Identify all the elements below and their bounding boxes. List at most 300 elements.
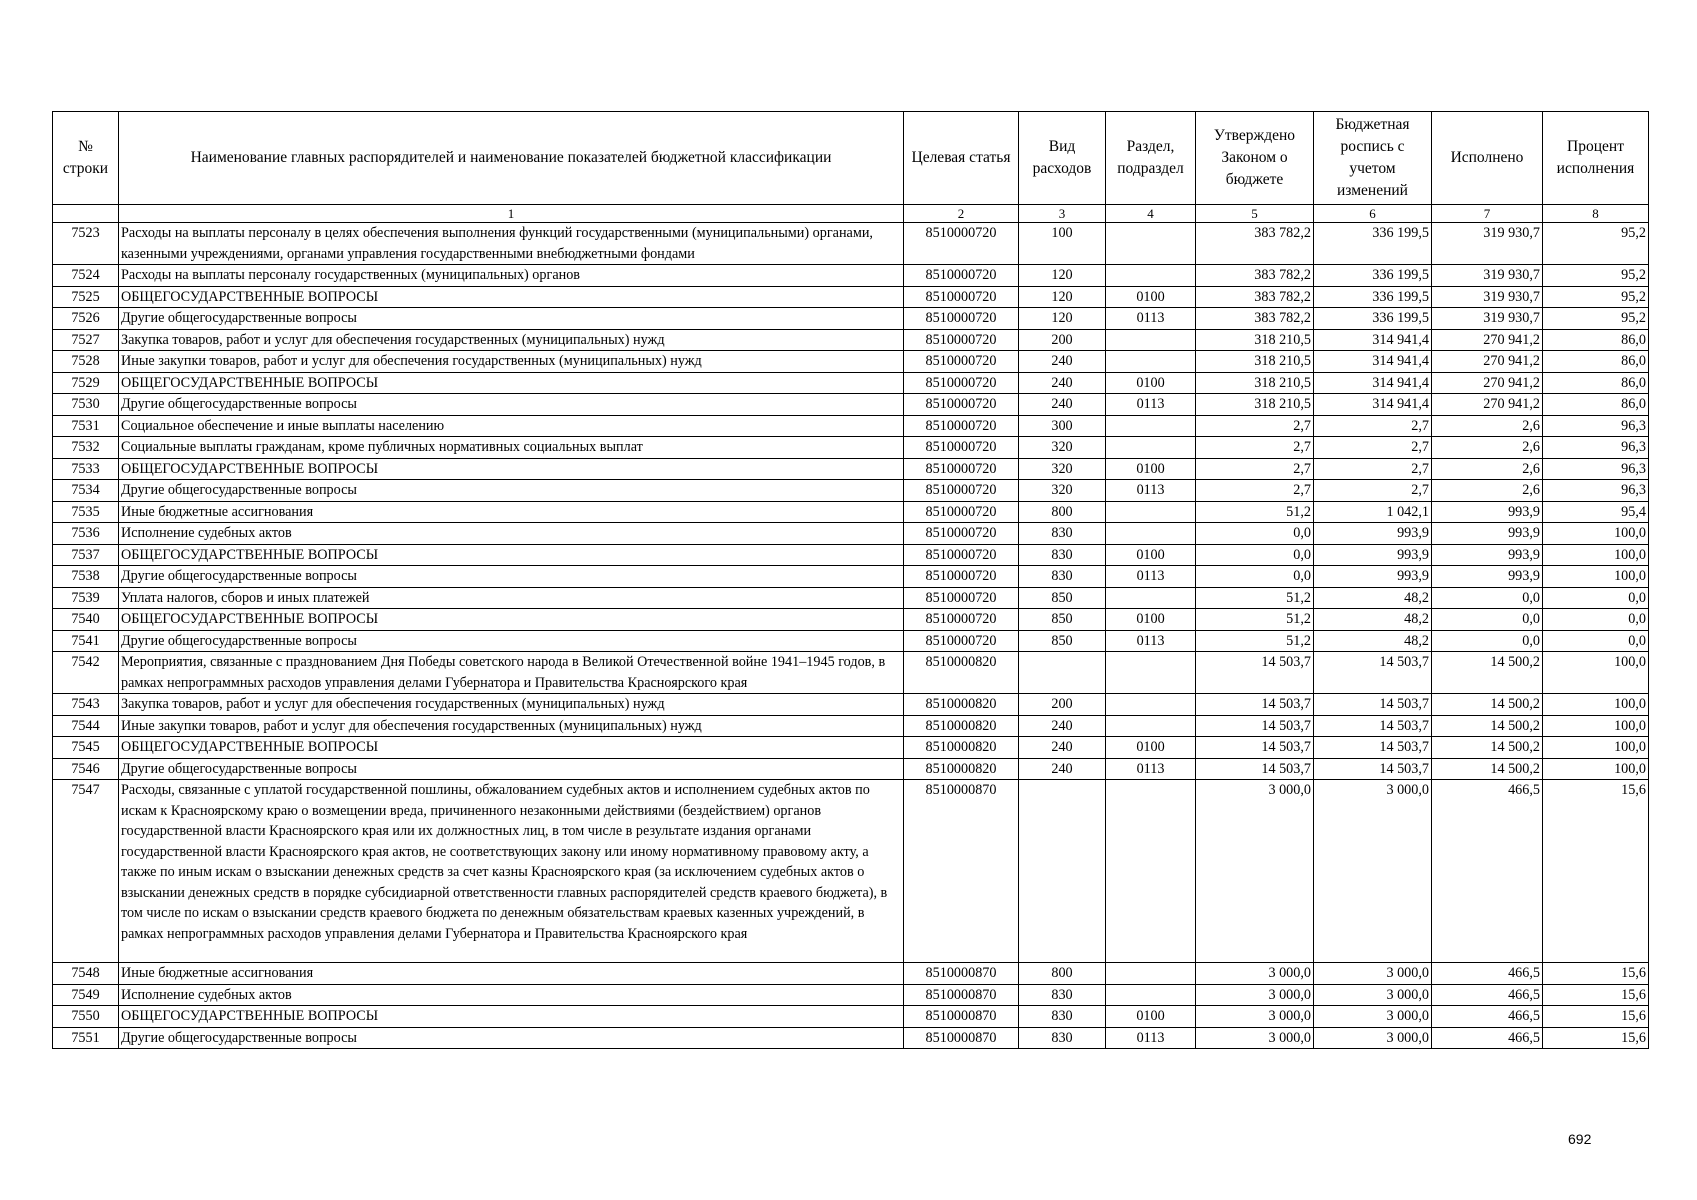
execution-percent: 100,0 bbox=[1543, 652, 1649, 694]
row-number: 7546 bbox=[53, 758, 119, 780]
executed-amount: 319 930,7 bbox=[1432, 308, 1543, 330]
target-article: 8510000820 bbox=[904, 715, 1019, 737]
table-row bbox=[53, 566, 1649, 588]
table-row bbox=[53, 329, 1649, 351]
column-number: 2 bbox=[904, 205, 1019, 223]
indicator-name: Другие общегосударственные вопросы bbox=[119, 394, 904, 416]
section-code bbox=[1106, 587, 1196, 609]
target-article: 8510000720 bbox=[904, 394, 1019, 416]
budget-list-amount: 314 941,4 bbox=[1314, 394, 1432, 416]
section-code bbox=[1106, 694, 1196, 716]
indicator-name: Расходы на выплаты персоналу в целях обеспечения выполнения функций государственными (муниципальными) органами, казенными учреждениями, органами управления государственными внебюджетными фондами bbox=[119, 223, 904, 265]
target-article: 8510000720 bbox=[904, 415, 1019, 437]
table-row bbox=[53, 609, 1649, 631]
expense-type: 240 bbox=[1019, 758, 1106, 780]
indicator-name: Другие общегосударственные вопросы bbox=[119, 630, 904, 652]
table-body bbox=[53, 205, 1649, 1049]
execution-percent: 15,6 bbox=[1543, 1027, 1649, 1049]
expense-type: 830 bbox=[1019, 566, 1106, 588]
indicator-name: Закупка товаров, работ и услуг для обеспечения государственных (муниципальных) нужд bbox=[119, 694, 904, 716]
execution-percent: 0,0 bbox=[1543, 587, 1649, 609]
row-number: 7538 bbox=[53, 566, 119, 588]
executed-amount: 2,6 bbox=[1432, 415, 1543, 437]
table-row bbox=[53, 394, 1649, 416]
section-code bbox=[1106, 984, 1196, 1006]
expense-type: 320 bbox=[1019, 480, 1106, 502]
table-row bbox=[53, 351, 1649, 373]
executed-amount: 319 930,7 bbox=[1432, 265, 1543, 287]
approved-amount: 2,7 bbox=[1196, 458, 1314, 480]
section-code bbox=[1106, 265, 1196, 287]
target-article: 8510000720 bbox=[904, 544, 1019, 566]
section-code bbox=[1106, 523, 1196, 545]
executed-amount: 466,5 bbox=[1432, 1006, 1543, 1028]
table-row bbox=[53, 630, 1649, 652]
budget-list-amount: 14 503,7 bbox=[1314, 737, 1432, 759]
table-row bbox=[53, 1027, 1649, 1049]
table-row bbox=[53, 437, 1649, 459]
column-number: 5 bbox=[1196, 205, 1314, 223]
execution-percent: 15,6 bbox=[1543, 984, 1649, 1006]
indicator-name: ОБЩЕГОСУДАРСТВЕННЫЕ ВОПРОСЫ bbox=[119, 609, 904, 631]
execution-percent: 100,0 bbox=[1543, 758, 1649, 780]
budget-execution-table bbox=[52, 111, 1649, 1049]
table-header bbox=[53, 112, 1649, 205]
approved-amount: 14 503,7 bbox=[1196, 758, 1314, 780]
target-article: 8510000820 bbox=[904, 758, 1019, 780]
approved-amount: 383 782,2 bbox=[1196, 308, 1314, 330]
header-name: Наименование главных распорядителей и наименование показателей бюджетной классификации bbox=[119, 112, 904, 205]
approved-amount: 0,0 bbox=[1196, 566, 1314, 588]
budget-list-amount: 1 042,1 bbox=[1314, 501, 1432, 523]
approved-amount: 14 503,7 bbox=[1196, 652, 1314, 694]
column-number: 6 bbox=[1314, 205, 1432, 223]
approved-amount: 3 000,0 bbox=[1196, 963, 1314, 985]
target-article: 8510000720 bbox=[904, 458, 1019, 480]
approved-amount: 14 503,7 bbox=[1196, 737, 1314, 759]
header-percent: Процент исполнения bbox=[1543, 112, 1649, 205]
row-number: 7549 bbox=[53, 984, 119, 1006]
indicator-name: Иные закупки товаров, работ и услуг для обеспечения государственных (муниципальных) нужд bbox=[119, 351, 904, 373]
table-row bbox=[53, 480, 1649, 502]
indicator-name: Социальные выплаты гражданам, кроме публичных нормативных социальных выплат bbox=[119, 437, 904, 459]
row-number: 7541 bbox=[53, 630, 119, 652]
expense-type bbox=[1019, 652, 1106, 694]
target-article: 8510000720 bbox=[904, 351, 1019, 373]
expense-type: 240 bbox=[1019, 394, 1106, 416]
row-number: 7525 bbox=[53, 286, 119, 308]
target-article: 8510000720 bbox=[904, 566, 1019, 588]
section-code bbox=[1106, 780, 1196, 963]
target-article: 8510000720 bbox=[904, 329, 1019, 351]
execution-percent: 15,6 bbox=[1543, 780, 1649, 963]
budget-list-amount: 336 199,5 bbox=[1314, 223, 1432, 265]
budget-list-amount: 14 503,7 bbox=[1314, 758, 1432, 780]
execution-percent: 100,0 bbox=[1543, 694, 1649, 716]
target-article: 8510000870 bbox=[904, 1027, 1019, 1049]
indicator-name: Исполнение судебных актов bbox=[119, 984, 904, 1006]
approved-amount: 51,2 bbox=[1196, 609, 1314, 631]
execution-percent: 15,6 bbox=[1543, 963, 1649, 985]
column-number: 1 bbox=[119, 205, 904, 223]
section-code: 0100 bbox=[1106, 372, 1196, 394]
target-article: 8510000720 bbox=[904, 630, 1019, 652]
budget-list-amount: 3 000,0 bbox=[1314, 1006, 1432, 1028]
section-code: 0113 bbox=[1106, 1027, 1196, 1049]
approved-amount: 3 000,0 bbox=[1196, 1006, 1314, 1028]
table-row bbox=[53, 963, 1649, 985]
row-number: 7540 bbox=[53, 609, 119, 631]
row-number: 7523 bbox=[53, 223, 119, 265]
table-row bbox=[53, 415, 1649, 437]
budget-list-amount: 993,9 bbox=[1314, 544, 1432, 566]
expense-type: 850 bbox=[1019, 587, 1106, 609]
row-number: 7533 bbox=[53, 458, 119, 480]
executed-amount: 2,6 bbox=[1432, 480, 1543, 502]
page-number: 692 bbox=[1568, 1131, 1592, 1147]
budget-list-amount: 48,2 bbox=[1314, 609, 1432, 631]
budget-list-amount: 314 941,4 bbox=[1314, 329, 1432, 351]
header-approved: Утверждено Законом о бюджете bbox=[1196, 112, 1314, 205]
section-code bbox=[1106, 415, 1196, 437]
row-number: 7536 bbox=[53, 523, 119, 545]
budget-list-amount: 3 000,0 bbox=[1314, 780, 1432, 963]
column-number-blank bbox=[53, 205, 119, 223]
approved-amount: 383 782,2 bbox=[1196, 286, 1314, 308]
executed-amount: 993,9 bbox=[1432, 566, 1543, 588]
section-code: 0113 bbox=[1106, 630, 1196, 652]
row-number: 7535 bbox=[53, 501, 119, 523]
table-row bbox=[53, 737, 1649, 759]
section-code: 0100 bbox=[1106, 609, 1196, 631]
execution-percent: 86,0 bbox=[1543, 351, 1649, 373]
executed-amount: 14 500,2 bbox=[1432, 715, 1543, 737]
target-article: 8510000720 bbox=[904, 437, 1019, 459]
indicator-name: Исполнение судебных актов bbox=[119, 523, 904, 545]
budget-list-amount: 3 000,0 bbox=[1314, 1027, 1432, 1049]
expense-type: 120 bbox=[1019, 308, 1106, 330]
indicator-name: Другие общегосударственные вопросы bbox=[119, 308, 904, 330]
target-article: 8510000720 bbox=[904, 223, 1019, 265]
expense-type: 300 bbox=[1019, 415, 1106, 437]
row-number: 7526 bbox=[53, 308, 119, 330]
approved-amount: 2,7 bbox=[1196, 480, 1314, 502]
budget-list-amount: 14 503,7 bbox=[1314, 694, 1432, 716]
execution-percent: 96,3 bbox=[1543, 415, 1649, 437]
executed-amount: 270 941,2 bbox=[1432, 372, 1543, 394]
expense-type: 800 bbox=[1019, 963, 1106, 985]
row-number: 7545 bbox=[53, 737, 119, 759]
indicator-name: Мероприятия, связанные с празднованием Дня Победы советского народа в Великой Отечественной войне 1941–1945 годов, в рамках непрограммных расходов управления делами Губернатора и Правительства Красноярского края bbox=[119, 652, 904, 694]
approved-amount: 2,7 bbox=[1196, 437, 1314, 459]
target-article: 8510000720 bbox=[904, 609, 1019, 631]
target-article: 8510000720 bbox=[904, 372, 1019, 394]
target-article: 8510000720 bbox=[904, 480, 1019, 502]
expense-type: 320 bbox=[1019, 437, 1106, 459]
section-code bbox=[1106, 329, 1196, 351]
target-article: 8510000870 bbox=[904, 780, 1019, 963]
indicator-name: Социальное обеспечение и иные выплаты населению bbox=[119, 415, 904, 437]
approved-amount: 318 210,5 bbox=[1196, 372, 1314, 394]
executed-amount: 14 500,2 bbox=[1432, 758, 1543, 780]
execution-percent: 86,0 bbox=[1543, 329, 1649, 351]
row-number: 7544 bbox=[53, 715, 119, 737]
table-row bbox=[53, 501, 1649, 523]
table-row bbox=[53, 372, 1649, 394]
approved-amount: 383 782,2 bbox=[1196, 223, 1314, 265]
approved-amount: 51,2 bbox=[1196, 587, 1314, 609]
budget-list-amount: 314 941,4 bbox=[1314, 372, 1432, 394]
execution-percent: 100,0 bbox=[1543, 566, 1649, 588]
approved-amount: 383 782,2 bbox=[1196, 265, 1314, 287]
expense-type: 240 bbox=[1019, 737, 1106, 759]
row-number: 7531 bbox=[53, 415, 119, 437]
executed-amount: 319 930,7 bbox=[1432, 223, 1543, 265]
indicator-name: ОБЩЕГОСУДАРСТВЕННЫЕ ВОПРОСЫ bbox=[119, 286, 904, 308]
expense-type: 320 bbox=[1019, 458, 1106, 480]
expense-type: 850 bbox=[1019, 609, 1106, 631]
budget-list-amount: 48,2 bbox=[1314, 630, 1432, 652]
target-article: 8510000870 bbox=[904, 963, 1019, 985]
executed-amount: 14 500,2 bbox=[1432, 737, 1543, 759]
budget-list-amount: 2,7 bbox=[1314, 415, 1432, 437]
approved-amount: 3 000,0 bbox=[1196, 984, 1314, 1006]
execution-percent: 96,3 bbox=[1543, 458, 1649, 480]
row-number: 7530 bbox=[53, 394, 119, 416]
executed-amount: 2,6 bbox=[1432, 458, 1543, 480]
section-code bbox=[1106, 501, 1196, 523]
execution-percent: 95,2 bbox=[1543, 286, 1649, 308]
budget-list-amount: 993,9 bbox=[1314, 523, 1432, 545]
budget-list-amount: 3 000,0 bbox=[1314, 963, 1432, 985]
executed-amount: 993,9 bbox=[1432, 501, 1543, 523]
table-row bbox=[53, 265, 1649, 287]
budget-list-amount: 2,7 bbox=[1314, 480, 1432, 502]
row-number: 7548 bbox=[53, 963, 119, 985]
table-row bbox=[53, 308, 1649, 330]
approved-amount: 0,0 bbox=[1196, 523, 1314, 545]
approved-amount: 318 210,5 bbox=[1196, 394, 1314, 416]
execution-percent: 0,0 bbox=[1543, 609, 1649, 631]
expense-type: 830 bbox=[1019, 984, 1106, 1006]
execution-percent: 95,2 bbox=[1543, 265, 1649, 287]
expense-type bbox=[1019, 780, 1106, 963]
target-article: 8510000870 bbox=[904, 984, 1019, 1006]
table-row bbox=[53, 780, 1649, 963]
budget-list-amount: 3 000,0 bbox=[1314, 984, 1432, 1006]
executed-amount: 0,0 bbox=[1432, 587, 1543, 609]
executed-amount: 319 930,7 bbox=[1432, 286, 1543, 308]
header-executed: Исполнено bbox=[1432, 112, 1543, 205]
budget-list-amount: 14 503,7 bbox=[1314, 715, 1432, 737]
section-code bbox=[1106, 437, 1196, 459]
indicator-name: Другие общегосударственные вопросы bbox=[119, 480, 904, 502]
row-number: 7524 bbox=[53, 265, 119, 287]
row-number: 7542 bbox=[53, 652, 119, 694]
expense-type: 240 bbox=[1019, 351, 1106, 373]
target-article: 8510000820 bbox=[904, 694, 1019, 716]
executed-amount: 0,0 bbox=[1432, 609, 1543, 631]
row-number: 7529 bbox=[53, 372, 119, 394]
executed-amount: 466,5 bbox=[1432, 1027, 1543, 1049]
execution-percent: 100,0 bbox=[1543, 544, 1649, 566]
row-number: 7543 bbox=[53, 694, 119, 716]
table-row bbox=[53, 544, 1649, 566]
budget-list-amount: 14 503,7 bbox=[1314, 652, 1432, 694]
row-number: 7539 bbox=[53, 587, 119, 609]
section-code: 0100 bbox=[1106, 1006, 1196, 1028]
executed-amount: 14 500,2 bbox=[1432, 652, 1543, 694]
row-number: 7532 bbox=[53, 437, 119, 459]
approved-amount: 14 503,7 bbox=[1196, 694, 1314, 716]
row-number: 7528 bbox=[53, 351, 119, 373]
budget-list-amount: 2,7 bbox=[1314, 458, 1432, 480]
section-code: 0113 bbox=[1106, 758, 1196, 780]
target-article: 8510000720 bbox=[904, 308, 1019, 330]
expense-type: 830 bbox=[1019, 1006, 1106, 1028]
execution-percent: 100,0 bbox=[1543, 737, 1649, 759]
approved-amount: 51,2 bbox=[1196, 501, 1314, 523]
expense-type: 200 bbox=[1019, 329, 1106, 351]
budget-list-amount: 2,7 bbox=[1314, 437, 1432, 459]
indicator-name: Другие общегосударственные вопросы bbox=[119, 1027, 904, 1049]
column-number: 7 bbox=[1432, 205, 1543, 223]
table-row bbox=[53, 458, 1649, 480]
header-num: № строки bbox=[53, 112, 119, 205]
executed-amount: 466,5 bbox=[1432, 984, 1543, 1006]
execution-percent: 95,2 bbox=[1543, 308, 1649, 330]
approved-amount: 3 000,0 bbox=[1196, 780, 1314, 963]
table-row bbox=[53, 523, 1649, 545]
indicator-name: ОБЩЕГОСУДАРСТВЕННЫЕ ВОПРОСЫ bbox=[119, 544, 904, 566]
section-code: 0100 bbox=[1106, 458, 1196, 480]
column-number: 3 bbox=[1019, 205, 1106, 223]
table-row bbox=[53, 286, 1649, 308]
indicator-name: Уплата налогов, сборов и иных платежей bbox=[119, 587, 904, 609]
budget-list-amount: 993,9 bbox=[1314, 566, 1432, 588]
section-code: 0113 bbox=[1106, 394, 1196, 416]
row-number: 7547 bbox=[53, 780, 119, 963]
header-budget-list: Бюджетная роспись с учетом изменений bbox=[1314, 112, 1432, 205]
header-section: Раздел, подраздел bbox=[1106, 112, 1196, 205]
approved-amount: 0,0 bbox=[1196, 544, 1314, 566]
expense-type: 240 bbox=[1019, 372, 1106, 394]
approved-amount: 2,7 bbox=[1196, 415, 1314, 437]
column-number: 8 bbox=[1543, 205, 1649, 223]
budget-list-amount: 336 199,5 bbox=[1314, 265, 1432, 287]
section-code bbox=[1106, 351, 1196, 373]
indicator-name: ОБЩЕГОСУДАРСТВЕННЫЕ ВОПРОСЫ bbox=[119, 1006, 904, 1028]
executed-amount: 993,9 bbox=[1432, 523, 1543, 545]
table-row bbox=[53, 652, 1649, 694]
header-expense-type: Вид расходов bbox=[1019, 112, 1106, 205]
target-article: 8510000720 bbox=[904, 286, 1019, 308]
table-row bbox=[53, 587, 1649, 609]
expense-type: 120 bbox=[1019, 286, 1106, 308]
executed-amount: 993,9 bbox=[1432, 544, 1543, 566]
target-article: 8510000820 bbox=[904, 652, 1019, 694]
table-row bbox=[53, 694, 1649, 716]
executed-amount: 0,0 bbox=[1432, 630, 1543, 652]
expense-type: 200 bbox=[1019, 694, 1106, 716]
target-article: 8510000720 bbox=[904, 501, 1019, 523]
indicator-name: ОБЩЕГОСУДАРСТВЕННЫЕ ВОПРОСЫ bbox=[119, 737, 904, 759]
section-code bbox=[1106, 715, 1196, 737]
executed-amount: 270 941,2 bbox=[1432, 351, 1543, 373]
column-number: 4 bbox=[1106, 205, 1196, 223]
section-code bbox=[1106, 652, 1196, 694]
indicator-name: ОБЩЕГОСУДАРСТВЕННЫЕ ВОПРОСЫ bbox=[119, 458, 904, 480]
approved-amount: 318 210,5 bbox=[1196, 351, 1314, 373]
indicator-name: Другие общегосударственные вопросы bbox=[119, 758, 904, 780]
expense-type: 800 bbox=[1019, 501, 1106, 523]
executed-amount: 466,5 bbox=[1432, 780, 1543, 963]
execution-percent: 100,0 bbox=[1543, 715, 1649, 737]
execution-percent: 86,0 bbox=[1543, 394, 1649, 416]
target-article: 8510000720 bbox=[904, 265, 1019, 287]
indicator-name: Иные бюджетные ассигнования bbox=[119, 501, 904, 523]
indicator-name: Иные закупки товаров, работ и услуг для обеспечения государственных (муниципальных) нужд bbox=[119, 715, 904, 737]
section-code: 0113 bbox=[1106, 480, 1196, 502]
budget-list-amount: 48,2 bbox=[1314, 587, 1432, 609]
executed-amount: 270 941,2 bbox=[1432, 394, 1543, 416]
row-number: 7537 bbox=[53, 544, 119, 566]
approved-amount: 51,2 bbox=[1196, 630, 1314, 652]
execution-percent: 86,0 bbox=[1543, 372, 1649, 394]
section-code bbox=[1106, 223, 1196, 265]
execution-percent: 95,2 bbox=[1543, 223, 1649, 265]
execution-percent: 96,3 bbox=[1543, 480, 1649, 502]
execution-percent: 100,0 bbox=[1543, 523, 1649, 545]
executed-amount: 14 500,2 bbox=[1432, 694, 1543, 716]
execution-percent: 15,6 bbox=[1543, 1006, 1649, 1028]
header-row bbox=[53, 112, 1649, 205]
budget-list-amount: 336 199,5 bbox=[1314, 286, 1432, 308]
execution-percent: 0,0 bbox=[1543, 630, 1649, 652]
approved-amount: 3 000,0 bbox=[1196, 1027, 1314, 1049]
section-code: 0113 bbox=[1106, 566, 1196, 588]
approved-amount: 14 503,7 bbox=[1196, 715, 1314, 737]
target-article: 8510000870 bbox=[904, 1006, 1019, 1028]
executed-amount: 270 941,2 bbox=[1432, 329, 1543, 351]
indicator-name: Другие общегосударственные вопросы bbox=[119, 566, 904, 588]
execution-percent: 96,3 bbox=[1543, 437, 1649, 459]
section-code: 0100 bbox=[1106, 286, 1196, 308]
indicator-name: Расходы на выплаты персоналу государственных (муниципальных) органов bbox=[119, 265, 904, 287]
row-number: 7527 bbox=[53, 329, 119, 351]
expense-type: 120 bbox=[1019, 265, 1106, 287]
expense-type: 830 bbox=[1019, 523, 1106, 545]
section-code: 0113 bbox=[1106, 308, 1196, 330]
column-numbers-row bbox=[53, 205, 1649, 223]
execution-percent: 95,4 bbox=[1543, 501, 1649, 523]
expense-type: 100 bbox=[1019, 223, 1106, 265]
target-article: 8510000820 bbox=[904, 737, 1019, 759]
approved-amount: 318 210,5 bbox=[1196, 329, 1314, 351]
indicator-name: Иные бюджетные ассигнования bbox=[119, 963, 904, 985]
target-article: 8510000720 bbox=[904, 587, 1019, 609]
executed-amount: 2,6 bbox=[1432, 437, 1543, 459]
target-article: 8510000720 bbox=[904, 523, 1019, 545]
row-number: 7534 bbox=[53, 480, 119, 502]
table-row bbox=[53, 984, 1649, 1006]
budget-list-amount: 336 199,5 bbox=[1314, 308, 1432, 330]
indicator-name: ОБЩЕГОСУДАРСТВЕННЫЕ ВОПРОСЫ bbox=[119, 372, 904, 394]
row-number: 7551 bbox=[53, 1027, 119, 1049]
table-row bbox=[53, 223, 1649, 265]
header-target-article: Целевая статья bbox=[904, 112, 1019, 205]
section-code bbox=[1106, 963, 1196, 985]
